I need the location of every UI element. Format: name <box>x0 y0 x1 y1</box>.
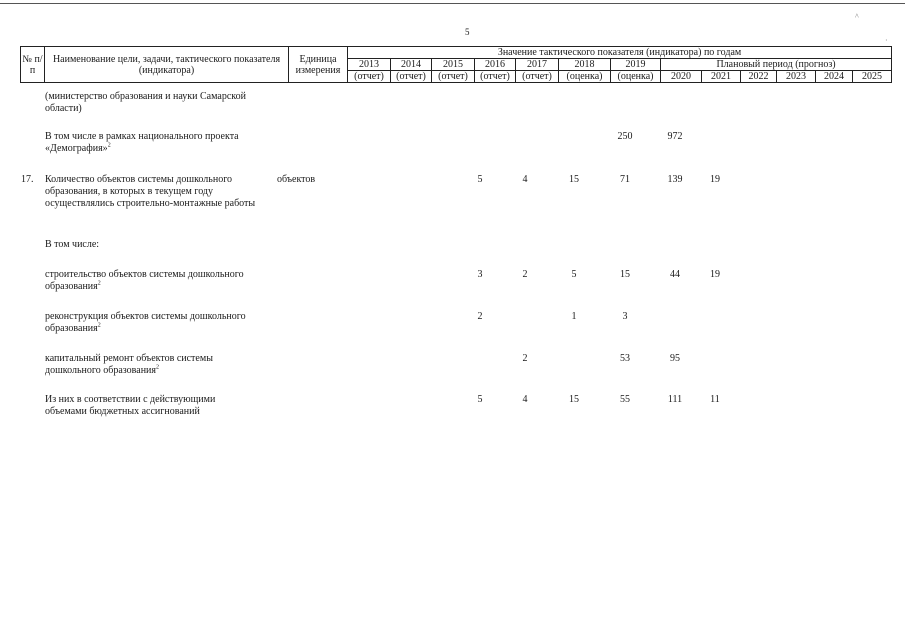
value-2020: 139 <box>667 174 683 185</box>
value-2021: 19 <box>710 269 720 280</box>
year-header-2019: 2019 <box>611 59 661 71</box>
year-header-2016: 2016 <box>475 59 516 71</box>
value-2019: 250 <box>617 131 633 142</box>
indicator-name-text: В том числе: <box>45 239 100 250</box>
value-2017: 2 <box>522 353 528 364</box>
indicator-name-text: В том числе в рамках национального проекта «Демография» <box>45 131 239 154</box>
year-header-2017: 2017 <box>516 59 559 71</box>
indicator-name-text: реконструкция объектов системы дошкольного образования <box>45 311 246 334</box>
value-2020: 972 <box>667 131 683 142</box>
year-status-2013: (отчет) <box>348 71 391 83</box>
year-header-2014: 2014 <box>391 59 432 71</box>
unit-of-measure: объектов <box>277 174 316 185</box>
indicator-name <box>45 131 270 155</box>
footnote-marker: 2 <box>156 364 160 371</box>
indicator-name <box>45 174 265 210</box>
value-2021: 11 <box>710 394 720 405</box>
year-status-2016: (отчет) <box>475 71 516 83</box>
value-2018: 15 <box>569 174 579 185</box>
year-status-2018: (оценка) <box>559 71 611 83</box>
row-number: 17. <box>21 174 34 185</box>
indicator-name <box>45 353 230 377</box>
year-header-2018: 2018 <box>559 59 611 71</box>
plan-year-2025: 2025 <box>853 71 892 83</box>
header-num: № п/п <box>21 47 45 83</box>
indicator-name <box>45 91 285 115</box>
value-2019: 3 <box>622 311 628 322</box>
year-status-2014: (отчет) <box>391 71 432 83</box>
plan-year-2023: 2023 <box>777 71 816 83</box>
scan-speck: · <box>885 36 888 45</box>
year-status-2019: (оценка) <box>611 71 661 83</box>
indicator-name-text: Количество объектов системы дошкольного образования, в которых в текущем году осуществлялись строительно-монтажные работы <box>45 174 256 209</box>
indicator-name-text: строительство объектов системы дошкольного образования <box>45 269 244 292</box>
plan-year-2020: 2020 <box>661 71 702 83</box>
footnote-marker: 2 <box>107 142 111 149</box>
plan-year-2022: 2022 <box>741 71 777 83</box>
indicator-name <box>45 311 267 335</box>
year-header-2015: 2015 <box>432 59 475 71</box>
header-values-by-year: Значение тактического показателя (индикатора) по годам <box>348 47 892 59</box>
value-2020: 44 <box>670 269 680 280</box>
scan-speck: ^ <box>855 12 859 21</box>
plan-year-2021: 2021 <box>702 71 741 83</box>
value-2018: 5 <box>571 269 577 280</box>
indicator-name-text: Из них в соответствии с действующими объемами бюджетных ассигнований <box>45 394 216 417</box>
indicator-name <box>45 269 267 293</box>
value-2017: 4 <box>522 174 528 185</box>
indicator-table-header <box>20 46 892 83</box>
year-status-2017: (отчет) <box>516 71 559 83</box>
top-border-line <box>0 3 905 4</box>
header-plan-period: Плановый период (прогноз) <box>661 59 892 71</box>
indicator-name <box>45 239 265 251</box>
value-2019: 53 <box>620 353 630 364</box>
value-2021: 19 <box>710 174 720 185</box>
page-number: 5 <box>465 27 470 37</box>
value-2018: 15 <box>569 394 579 405</box>
value-2016: 5 <box>477 174 483 185</box>
value-2019: 55 <box>620 394 630 405</box>
header-name: Наименование цели, задачи, тактического показателя (индикатора) <box>45 47 289 83</box>
value-2019: 71 <box>620 174 630 185</box>
indicator-name <box>45 394 235 418</box>
year-status-2015: (отчет) <box>432 71 475 83</box>
value-2016: 3 <box>477 269 483 280</box>
year-header-2013: 2013 <box>348 59 391 71</box>
value-2019: 15 <box>620 269 630 280</box>
value-2016: 5 <box>477 394 483 405</box>
header-unit: Единица измерения <box>289 47 348 83</box>
footnote-marker: 2 <box>97 322 101 329</box>
footnote-marker: 2 <box>97 280 101 287</box>
value-2016: 2 <box>477 311 483 322</box>
indicator-name-text: капитальный ремонт объектов системы дошкольного образования <box>45 353 213 376</box>
indicator-name-text: (министерство образования и науки Самарской области) <box>45 91 246 114</box>
value-2017: 2 <box>522 269 528 280</box>
value-2020: 111 <box>667 394 683 405</box>
value-2017: 4 <box>522 394 528 405</box>
plan-year-2024: 2024 <box>816 71 853 83</box>
value-2020: 95 <box>670 353 680 364</box>
value-2018: 1 <box>571 311 577 322</box>
